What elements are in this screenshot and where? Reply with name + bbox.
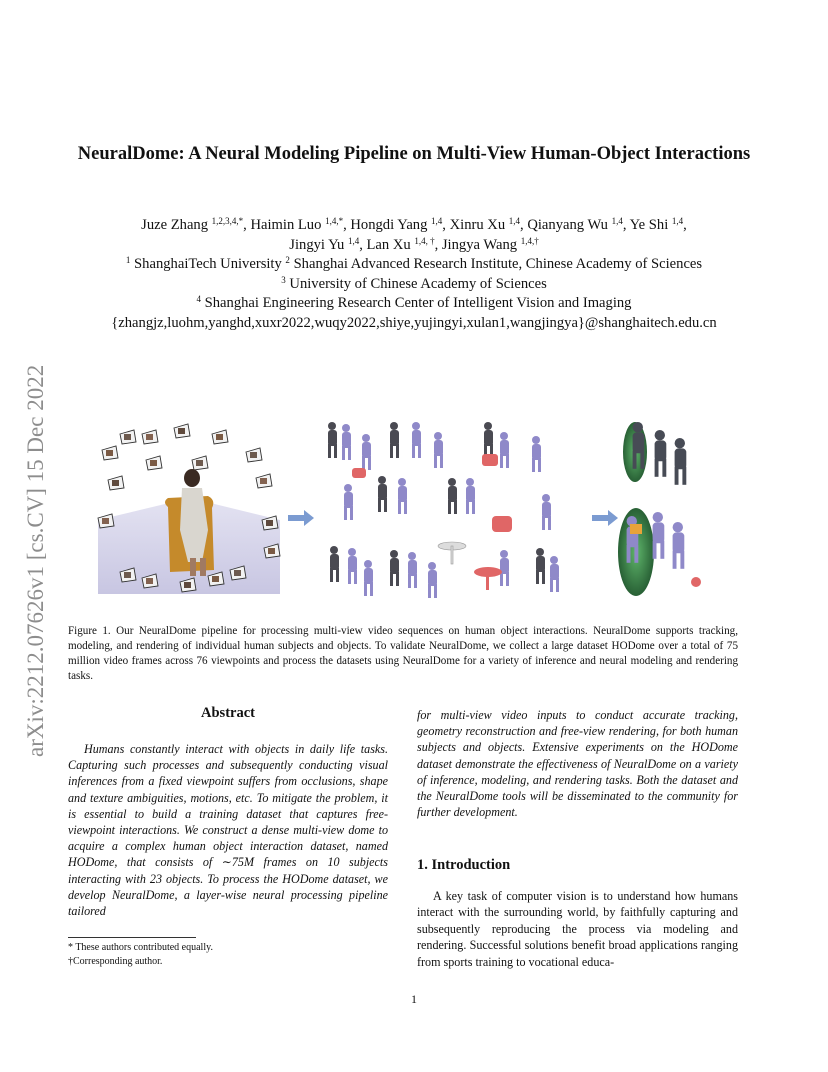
real-person <box>484 422 493 458</box>
affiliation-text: ShanghaiTech University <box>130 256 286 272</box>
human-mesh <box>542 494 551 530</box>
affiliations-line-2 <box>40 275 788 295</box>
human-mesh <box>344 484 353 520</box>
author-name: , Xinru Xu <box>442 217 509 233</box>
camera-icon <box>146 456 162 470</box>
introduction-heading: 1. Introduction <box>417 857 511 873</box>
rendered-object <box>630 524 642 534</box>
authors-line-2 <box>40 236 788 256</box>
capture-dome-panel <box>98 424 280 594</box>
affiliation-number: 2 <box>285 255 290 265</box>
figure-1 <box>90 412 740 612</box>
human-mesh <box>428 562 437 598</box>
figure-1-illustration <box>90 412 740 612</box>
author-name: , Lan Xu <box>359 236 415 253</box>
abstract-heading: Abstract <box>201 705 255 721</box>
author-name: Juze Zhang <box>141 217 212 233</box>
affiliations-line-3 <box>40 294 788 314</box>
page-number: 1 <box>411 992 417 1006</box>
author-separator: , <box>683 217 687 233</box>
real-person <box>390 422 399 458</box>
human-mesh <box>408 552 417 588</box>
pipeline-arrow-icon <box>288 510 314 526</box>
author-affiliation-marker: 1,4,* <box>325 216 344 226</box>
rendered-person <box>655 430 667 477</box>
mesh-scene-panel <box>328 422 559 598</box>
author-name: , Haimin Luo <box>243 217 326 233</box>
authors-line-1 <box>40 216 788 236</box>
affiliation-number: 3 <box>281 274 286 285</box>
affiliation-text: University of Chinese Academy of Sciences <box>285 275 547 292</box>
affiliation-number: 4 <box>196 294 201 304</box>
footnote-equal-contribution: * These authors contributed equally. <box>68 942 213 953</box>
real-person <box>448 478 457 514</box>
table-group <box>438 542 466 564</box>
camera-icon <box>120 430 136 444</box>
human-mesh <box>364 560 373 596</box>
rendered-object <box>691 577 701 587</box>
camera-icon <box>142 430 158 444</box>
object-mesh <box>352 468 366 478</box>
author-affiliation-marker: 1,4 <box>671 216 684 226</box>
author-emails: {zhangjz,luohm,yanghd,xuxr2022,wuqy2022,shiye,yujingyi,xulan1,wangjingya}@shanghaitech.edu.cn <box>111 314 717 331</box>
pipeline-arrow-icon <box>592 510 618 526</box>
author-affiliation-marker: 1,4, † <box>414 235 435 246</box>
affiliation-text: Shanghai Engineering Research Center of Intelligent Vision and Imaging <box>201 295 632 311</box>
arxiv-identifier-text: arXiv:2212.07626v1 [cs.CV] 15 Dec 2022 <box>23 364 48 757</box>
person-head <box>184 469 200 487</box>
author-block <box>40 216 788 333</box>
author-name: , Hongdi Yang <box>343 217 432 233</box>
camera-icon <box>212 430 228 444</box>
figure-caption: Figure 1. Our NeuralDome pipeline for processing multi-view video sequences on human object interactions. NeuralDome supports tracking, modeling, and rendering of individual human subjects and objects. To validate NeuralDome, we collect a large dataset HODome over a total of 75 million video frames across 76 viewpoints and process the datasets using NeuralDome for a variety of inference and neural modeling and rendering tasks. <box>68 625 738 682</box>
author-name: Jingyi Yu <box>289 236 348 253</box>
rendered-human-mesh <box>653 512 665 559</box>
real-person <box>328 422 337 458</box>
rendered-person <box>675 438 687 485</box>
real-person <box>536 548 545 584</box>
footnote-corresponding-author: †Corresponding author. <box>68 956 163 967</box>
human-mesh <box>362 434 371 470</box>
author-affiliation-marker: 1,4 <box>347 235 360 246</box>
introduction-text: A key task of computer vision is to understand how humans interact with the surrounding world, by faithfully capturing and subsequently reproducing the process via modeling and rendering. Successful solutions benefit broad applications ranging from sports training to vocational educa- <box>417 889 738 969</box>
real-person <box>378 476 387 512</box>
author-affiliation-marker: 1,2,3,4,* <box>211 216 244 226</box>
human-mesh <box>398 478 407 514</box>
affiliations-line-1 <box>40 255 788 275</box>
camera-icon <box>246 448 262 462</box>
author-name: , Qianyang Wu <box>520 217 612 233</box>
footnotes <box>68 941 213 969</box>
table-mesh <box>451 546 453 564</box>
abstract-text: Humans constantly interact with objects in daily life tasks. Capturing such processes and subsequently conducting visual inferences from a fixed viewpoint suffers from occlusions, shape and texture ambiguities, motions, etc. To mitigate the problem, it is essential to build a training dataset that captures free-viewpoint interactions. We construct a dense multi-view dome to acquire a complex human object interaction dataset, named HODome, that consists of ∼75M frames on 10 subjects interacting with 23 objects. To process the HODome dataset, we develop NeuralDome, a layer-wise neural processing pipeline tailored <box>68 742 388 919</box>
affiliation-number: 1 <box>125 255 131 265</box>
object-mesh <box>492 516 512 532</box>
rendered-human-mesh <box>673 522 685 569</box>
camera-icon <box>108 476 124 490</box>
paper-title: NeuralDome: A Neural Modeling Pipeline on Multi-View Human-Object Interactions <box>77 144 751 164</box>
object-mesh <box>486 572 489 590</box>
camera-icon <box>256 474 272 488</box>
author-affiliation-marker: 1,4 <box>508 216 521 226</box>
footnote-divider <box>68 937 196 938</box>
real-person <box>330 546 339 582</box>
author-affiliation-marker: 1,4 <box>431 216 443 226</box>
camera-icon <box>174 424 190 438</box>
camera-icon <box>102 446 118 460</box>
arxiv-identifier <box>20 285 50 760</box>
rendering-panel <box>618 422 701 596</box>
abstract-text-continued: for multi-view video inputs to conduct accurate tracking, geometry reconstruction and free-view rendering, for both human subjects and objects. Extensive experiments on the HODome dataset demonstrate the effectiveness of NeuralDome on a variety of inference, modeling, and rendering tasks. Both the dataset and the NeuralDome tools will be disseminated to the community for further development. <box>417 708 738 820</box>
author-name: , Ye Shi <box>622 217 672 233</box>
human-mesh <box>500 550 509 586</box>
camera-icon <box>98 514 114 528</box>
affiliation-text: Shanghai Advanced Research Institute, Chinese Academy of Sciences <box>289 256 703 272</box>
human-mesh <box>500 432 509 468</box>
author-affiliation-marker: 1,4 <box>611 216 623 226</box>
person-legs <box>200 558 206 576</box>
camera-icon <box>192 456 208 470</box>
human-mesh <box>412 422 421 458</box>
human-mesh <box>466 478 475 514</box>
author-name: , Jingya Wang <box>434 236 521 253</box>
author-affiliation-marker: 1,4,† <box>520 235 539 246</box>
real-person <box>390 550 399 586</box>
rendered-mesh-group <box>627 512 685 569</box>
human-mesh <box>342 424 351 460</box>
person-legs <box>190 558 196 576</box>
human-mesh <box>434 432 443 468</box>
object-mesh <box>482 454 498 466</box>
human-mesh <box>532 436 541 472</box>
human-mesh <box>348 548 357 584</box>
human-mesh <box>550 556 559 592</box>
